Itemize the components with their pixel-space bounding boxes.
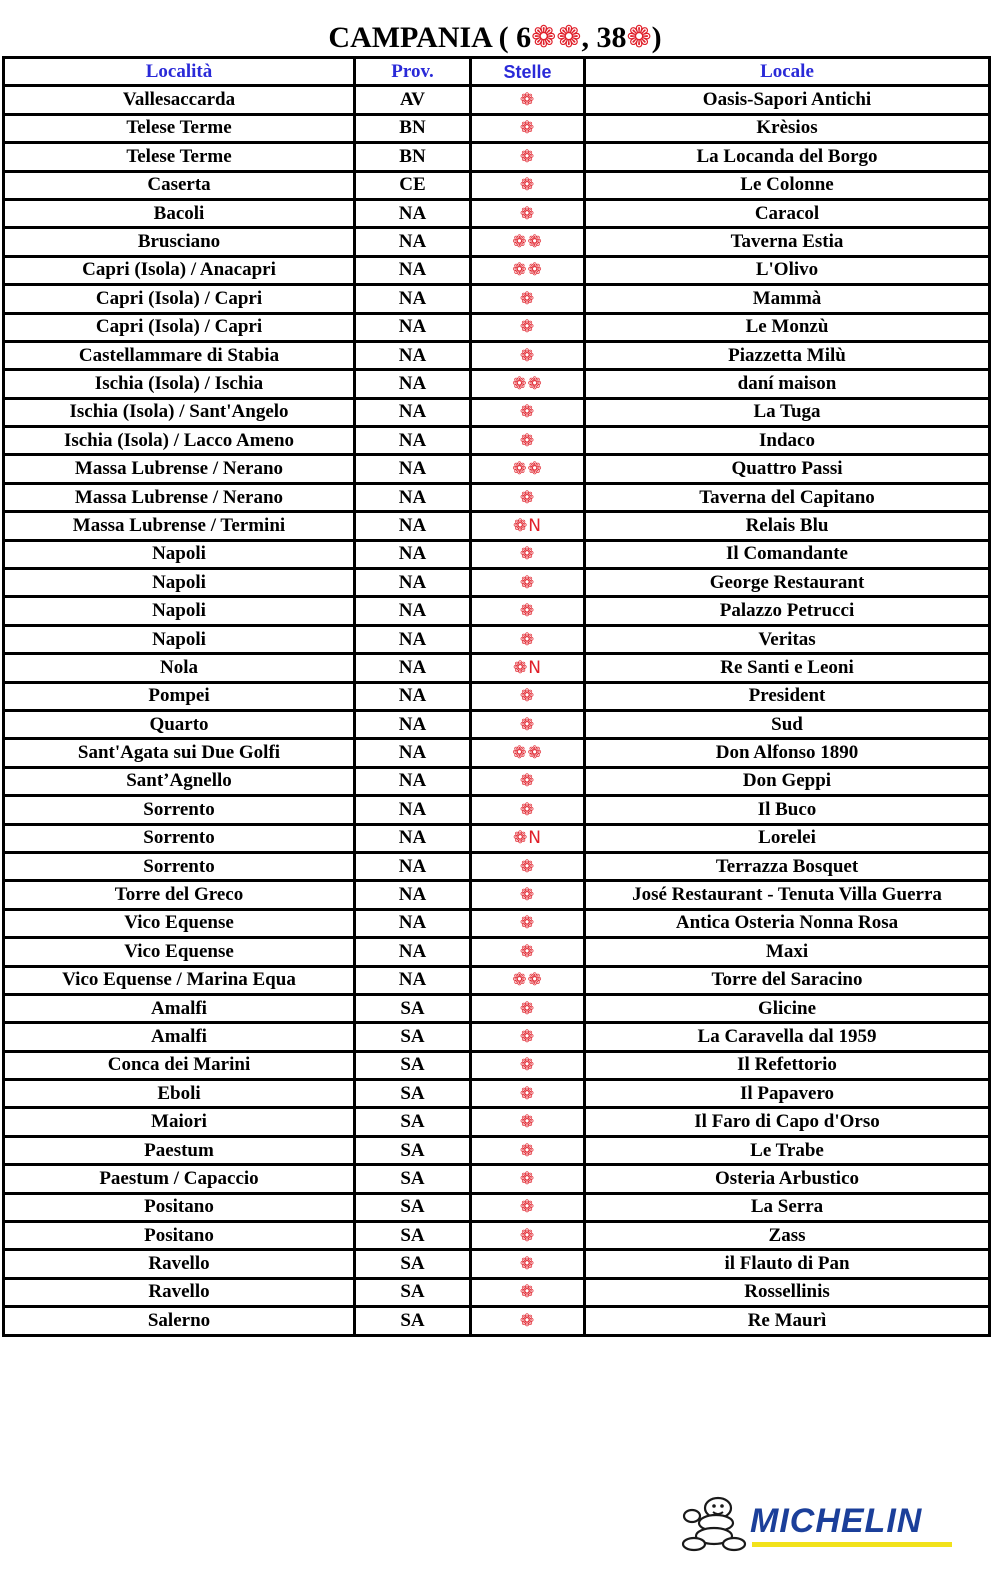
michelin-star-icon: ❁: [519, 146, 536, 167]
table-row: [4, 881, 990, 909]
cell-prov: NA: [355, 767, 471, 795]
cell-prov: SA: [355, 1080, 471, 1108]
cell-localita: Ischia (Isola) / Ischia: [4, 370, 355, 398]
cell-prov: NA: [355, 966, 471, 994]
michelin-star-icon: ❁: [519, 885, 536, 906]
cell-stelle: [471, 938, 585, 966]
michelin-star-icon: ❁: [519, 487, 536, 508]
table-row: [4, 1051, 990, 1079]
michelin-star-icon: ❁: [519, 1282, 536, 1303]
cell-stelle: [471, 1250, 585, 1278]
cell-locale: La Tuga: [585, 398, 990, 426]
cell-prov: NA: [355, 398, 471, 426]
cell-stelle: [471, 682, 585, 710]
table-row: [4, 540, 990, 568]
cell-locale: Quattro Passi: [585, 455, 990, 483]
cell-prov: SA: [355, 1051, 471, 1079]
cell-stelle: [471, 597, 585, 625]
michelin-star-icon: ❁: [626, 21, 652, 54]
michelin-star-icon: ❁: [519, 1026, 536, 1047]
table-row: [4, 739, 990, 767]
cell-locale: La Locanda del Borgo: [585, 143, 990, 171]
cell-localita: Sorrento: [4, 796, 355, 824]
michelin-star-icon: ❁: [519, 913, 536, 934]
cell-stelle: [471, 739, 585, 767]
cell-stelle: [471, 285, 585, 313]
table-row: [4, 398, 990, 426]
table-row: [4, 1080, 990, 1108]
cell-prov: NA: [355, 597, 471, 625]
cell-stelle: [471, 796, 585, 824]
cell-localita: Amalfi: [4, 1023, 355, 1051]
michelin-star-icon: ❁: [519, 941, 536, 962]
michelin-star-icon: ❁❁: [512, 459, 543, 480]
cell-stelle: [471, 1051, 585, 1079]
cell-locale: Taverna del Capitano: [585, 483, 990, 511]
cell-stelle: [471, 852, 585, 880]
table-row: [4, 994, 990, 1022]
cell-locale: Torre del Saracino: [585, 966, 990, 994]
cell-stelle: [471, 256, 585, 284]
cell-localita: Sant'Agata sui Due Golfi: [4, 739, 355, 767]
cell-locale: Re Maurì: [585, 1307, 990, 1335]
cell-stelle: [471, 1080, 585, 1108]
title-count-one-star: 38: [596, 21, 627, 54]
michelin-star-icon: ❁: [519, 288, 536, 309]
cell-prov: NA: [355, 256, 471, 284]
cell-localita: Nola: [4, 654, 355, 682]
cell-stelle: [471, 114, 585, 142]
cell-prov: NA: [355, 654, 471, 682]
cell-prov: SA: [355, 1193, 471, 1221]
michelin-star-icon: ❁: [519, 1310, 536, 1331]
cell-localita: Massa Lubrense / Nerano: [4, 483, 355, 511]
table-row: [4, 341, 990, 369]
cell-prov: NA: [355, 341, 471, 369]
michelin-star-icon: ❁❁: [512, 232, 543, 253]
cell-localita: Ravello: [4, 1278, 355, 1306]
michelin-star-icon: ❁: [519, 1083, 536, 1104]
title-region: CAMPANIA: [328, 21, 492, 54]
cell-prov: NA: [355, 455, 471, 483]
cell-locale: Piazzetta Milù: [585, 341, 990, 369]
cell-localita: Positano: [4, 1193, 355, 1221]
michelin-star-icon: ❁: [519, 1112, 536, 1133]
cell-localita: Maiori: [4, 1108, 355, 1136]
table-row: [4, 455, 990, 483]
cell-prov: SA: [355, 1108, 471, 1136]
cell-prov: NA: [355, 540, 471, 568]
cell-localita: Sorrento: [4, 824, 355, 852]
table-row: [4, 654, 990, 682]
cell-stelle: [471, 710, 585, 738]
cell-stelle: [471, 1023, 585, 1051]
michelin-star-icon: ❁: [513, 515, 529, 536]
table-row: [4, 256, 990, 284]
table-row: [4, 824, 990, 852]
logo-underline: [752, 1542, 952, 1547]
table-row: [4, 313, 990, 341]
cell-stelle: [471, 455, 585, 483]
cell-prov: NA: [355, 909, 471, 937]
cell-prov: SA: [355, 994, 471, 1022]
michelin-star-icon: ❁❁: [512, 743, 543, 764]
cell-locale: il Flauto di Pan: [585, 1250, 990, 1278]
cell-stelle: [471, 881, 585, 909]
michelin-star-icon: ❁❁: [512, 970, 543, 991]
cell-locale: Il Faro di Capo d'Orso: [585, 1108, 990, 1136]
cell-locale: Zass: [585, 1222, 990, 1250]
table-row: [4, 228, 990, 256]
michelin-star-icon: ❁: [519, 203, 536, 224]
cell-localita: Conca dei Marini: [4, 1051, 355, 1079]
cell-locale: Glicine: [585, 994, 990, 1022]
cell-locale: Il Comandante: [585, 540, 990, 568]
table-row: [4, 909, 990, 937]
michelin-star-icon: ❁: [519, 1197, 536, 1218]
cell-locale: Maxi: [585, 938, 990, 966]
cell-locale: Taverna Estia: [585, 228, 990, 256]
michelin-star-icon: ❁: [519, 771, 536, 792]
table-row: [4, 625, 990, 653]
cell-prov: AV: [355, 86, 471, 114]
cell-locale: Lorelei: [585, 824, 990, 852]
table-row: [4, 1278, 990, 1306]
cell-stelle: [471, 966, 585, 994]
cell-localita: Napoli: [4, 597, 355, 625]
new-badge: N: [528, 657, 542, 678]
cell-prov: NA: [355, 228, 471, 256]
cell-locale: Re Santi e Leoni: [585, 654, 990, 682]
cell-locale: La Caravella dal 1959: [585, 1023, 990, 1051]
cell-stelle: [471, 909, 585, 937]
cell-locale: Relais Blu: [585, 512, 990, 540]
cell-locale: Le Colonne: [585, 171, 990, 199]
cell-locale: Antica Osteria Nonna Rosa: [585, 909, 990, 937]
cell-localita: Massa Lubrense / Termini: [4, 512, 355, 540]
cell-prov: SA: [355, 1222, 471, 1250]
cell-locale: George Restaurant: [585, 569, 990, 597]
cell-prov: SA: [355, 1136, 471, 1164]
table-row: [4, 370, 990, 398]
cell-prov: SA: [355, 1278, 471, 1306]
michelin-star-icon: ❁: [513, 657, 529, 678]
table-row: [4, 427, 990, 455]
table-header-row: [4, 58, 990, 86]
cell-locale: Mammà: [585, 285, 990, 313]
page-title: [0, 18, 990, 58]
michelin-star-icon: ❁: [519, 402, 536, 423]
cell-localita: Paestum / Capaccio: [4, 1165, 355, 1193]
cell-localita: Eboli: [4, 1080, 355, 1108]
table-row: [4, 512, 990, 540]
michelin-star-icon: ❁: [519, 118, 536, 139]
michelin-star-icon: ❁: [519, 430, 536, 451]
cell-locale: Il Papavero: [585, 1080, 990, 1108]
cell-localita: Vico Equense: [4, 909, 355, 937]
cell-localita: Capri (Isola) / Anacapri: [4, 256, 355, 284]
cell-localita: Ischia (Isola) / Sant'Angelo: [4, 398, 355, 426]
cell-stelle: [471, 1165, 585, 1193]
michelin-logo: [680, 1494, 970, 1554]
cell-locale: Indaco: [585, 427, 990, 455]
cell-prov: NA: [355, 796, 471, 824]
table-row: [4, 597, 990, 625]
cell-prov: NA: [355, 285, 471, 313]
cell-prov: NA: [355, 483, 471, 511]
header-prov: Prov.: [355, 58, 471, 86]
title-open: (: [491, 21, 517, 54]
michelin-star-icon: ❁: [519, 1225, 536, 1246]
header-locale: Locale: [585, 58, 990, 86]
cell-stelle: [471, 199, 585, 227]
cell-locale: Le Trabe: [585, 1136, 990, 1164]
michelin-star-icon: ❁: [519, 90, 536, 111]
cell-locale: Palazzo Petrucci: [585, 597, 990, 625]
cell-stelle: [471, 1108, 585, 1136]
cell-stelle: [471, 228, 585, 256]
cell-locale: Krèsios: [585, 114, 990, 142]
cell-prov: CE: [355, 171, 471, 199]
cell-locale: Caracol: [585, 199, 990, 227]
cell-stelle: [471, 512, 585, 540]
new-badge: N: [528, 828, 542, 849]
cell-stelle: [471, 370, 585, 398]
cell-locale: Oasis-Sapori Antichi: [585, 86, 990, 114]
table-row: [4, 796, 990, 824]
cell-stelle: [471, 569, 585, 597]
cell-prov: SA: [355, 1307, 471, 1335]
cell-localita: Telese Terme: [4, 114, 355, 142]
cell-stelle: [471, 313, 585, 341]
cell-stelle: [471, 1222, 585, 1250]
cell-localita: Pompei: [4, 682, 355, 710]
cell-localita: Brusciano: [4, 228, 355, 256]
table-row: [4, 199, 990, 227]
michelin-star-icon: ❁: [519, 799, 536, 820]
cell-localita: Massa Lubrense / Nerano: [4, 455, 355, 483]
cell-prov: BN: [355, 114, 471, 142]
cell-localita: Salerno: [4, 1307, 355, 1335]
table-row: [4, 1222, 990, 1250]
table-row: [4, 710, 990, 738]
cell-locale: Rossellinis: [585, 1278, 990, 1306]
michelin-star-icon: ❁: [519, 601, 536, 622]
cell-localita: Sorrento: [4, 852, 355, 880]
cell-prov: NA: [355, 739, 471, 767]
michelin-star-icon: ❁: [519, 175, 536, 196]
cell-localita: Ravello: [4, 1250, 355, 1278]
cell-locale: Terrazza Bosquet: [585, 852, 990, 880]
michelin-star-icon: ❁: [519, 714, 536, 735]
cell-localita: Castellammare di Stabia: [4, 341, 355, 369]
cell-locale: President: [585, 682, 990, 710]
michelin-star-icon: ❁: [519, 544, 536, 565]
table-body: [4, 86, 990, 1335]
cell-stelle: [471, 767, 585, 795]
cell-stelle: [471, 143, 585, 171]
cell-locale: L'Olivo: [585, 256, 990, 284]
michelin-star-icon: ❁: [519, 856, 536, 877]
cell-stelle: [471, 483, 585, 511]
cell-prov: BN: [355, 143, 471, 171]
cell-localita: Napoli: [4, 540, 355, 568]
title-count-two-stars: 6: [516, 21, 532, 54]
cell-stelle: [471, 1278, 585, 1306]
cell-prov: NA: [355, 682, 471, 710]
cell-stelle: [471, 171, 585, 199]
cell-localita: Caserta: [4, 171, 355, 199]
cell-localita: Napoli: [4, 569, 355, 597]
michelin-star-icon: ❁: [519, 998, 536, 1019]
cell-localita: Vico Equense / Marina Equa: [4, 966, 355, 994]
table-row: [4, 1193, 990, 1221]
cell-localita: Torre del Greco: [4, 881, 355, 909]
table-row: [4, 483, 990, 511]
cell-stelle: [471, 654, 585, 682]
michelin-star-icon: ❁❁: [512, 260, 543, 281]
table-row: [4, 114, 990, 142]
michelin-star-icon: ❁❁: [531, 21, 582, 54]
michelin-star-icon: ❁: [519, 1254, 536, 1275]
cell-localita: Amalfi: [4, 994, 355, 1022]
cell-prov: NA: [355, 313, 471, 341]
new-badge: N: [528, 515, 542, 536]
table-row: [4, 1136, 990, 1164]
michelin-man-icon: [680, 1494, 750, 1552]
table-row: [4, 682, 990, 710]
michelin-star-icon: ❁: [519, 1140, 536, 1161]
cell-prov: SA: [355, 1165, 471, 1193]
cell-localita: Ischia (Isola) / Lacco Ameno: [4, 427, 355, 455]
cell-stelle: [471, 341, 585, 369]
michelin-star-icon: ❁: [519, 1055, 536, 1076]
cell-stelle: [471, 1193, 585, 1221]
cell-prov: NA: [355, 710, 471, 738]
cell-localita: Napoli: [4, 625, 355, 653]
table-row: [4, 143, 990, 171]
cell-locale: Don Alfonso 1890: [585, 739, 990, 767]
cell-stelle: [471, 625, 585, 653]
cell-stelle: [471, 824, 585, 852]
cell-stelle: [471, 994, 585, 1022]
header-localita: Località: [4, 58, 355, 86]
cell-localita: Sant’Agnello: [4, 767, 355, 795]
cell-stelle: [471, 427, 585, 455]
cell-localita: Vico Equense: [4, 938, 355, 966]
cell-prov: NA: [355, 938, 471, 966]
header-stelle: Stelle: [471, 58, 585, 86]
table-row: [4, 285, 990, 313]
cell-locale: José Restaurant - Tenuta Villa Guerra: [585, 881, 990, 909]
michelin-star-icon: ❁: [519, 686, 536, 707]
cell-prov: NA: [355, 199, 471, 227]
cell-stelle: [471, 398, 585, 426]
cell-prov: NA: [355, 427, 471, 455]
table-row: [4, 86, 990, 114]
cell-prov: SA: [355, 1250, 471, 1278]
cell-locale: daní maison: [585, 370, 990, 398]
cell-locale: Sud: [585, 710, 990, 738]
cell-prov: NA: [355, 824, 471, 852]
cell-prov: NA: [355, 625, 471, 653]
cell-stelle: [471, 1307, 585, 1335]
table-row: [4, 171, 990, 199]
michelin-star-icon: ❁: [519, 1168, 536, 1189]
michelin-star-icon: ❁: [513, 828, 529, 849]
cell-prov: NA: [355, 852, 471, 880]
cell-locale: Il Refettorio: [585, 1051, 990, 1079]
table-row: [4, 1250, 990, 1278]
michelin-star-icon: ❁: [519, 317, 536, 338]
table-row: [4, 966, 990, 994]
cell-localita: Paestum: [4, 1136, 355, 1164]
cell-locale: Don Geppi: [585, 767, 990, 795]
michelin-star-icon: ❁: [519, 629, 536, 650]
cell-prov: NA: [355, 569, 471, 597]
michelin-star-icon: ❁: [519, 572, 536, 593]
table-row: [4, 767, 990, 795]
cell-stelle: [471, 540, 585, 568]
table-row: [4, 1023, 990, 1051]
cell-stelle: [471, 1136, 585, 1164]
cell-prov: NA: [355, 512, 471, 540]
cell-localita: Capri (Isola) / Capri: [4, 285, 355, 313]
table-row: [4, 1108, 990, 1136]
cell-locale: Le Monzù: [585, 313, 990, 341]
cell-locale: Osteria Arbustico: [585, 1165, 990, 1193]
cell-prov: SA: [355, 1023, 471, 1051]
title-separator: ,: [581, 21, 597, 54]
cell-localita: Quarto: [4, 710, 355, 738]
cell-localita: Capri (Isola) / Capri: [4, 313, 355, 341]
table-row: [4, 1307, 990, 1335]
cell-localita: Bacoli: [4, 199, 355, 227]
cell-locale: Veritas: [585, 625, 990, 653]
cell-locale: Il Buco: [585, 796, 990, 824]
table-row: [4, 1165, 990, 1193]
cell-locale: La Serra: [585, 1193, 990, 1221]
restaurant-table: [2, 56, 991, 1337]
table-row: [4, 569, 990, 597]
cell-stelle: [471, 86, 585, 114]
michelin-wordmark: MICHELIN: [750, 1502, 923, 1540]
cell-prov: NA: [355, 881, 471, 909]
table-row: [4, 852, 990, 880]
cell-prov: NA: [355, 370, 471, 398]
cell-localita: Telese Terme: [4, 143, 355, 171]
cell-localita: Positano: [4, 1222, 355, 1250]
title-close: ): [651, 21, 662, 54]
table-row: [4, 938, 990, 966]
cell-localita: Vallesaccarda: [4, 86, 355, 114]
michelin-star-icon: ❁❁: [512, 373, 543, 394]
michelin-star-icon: ❁: [519, 345, 536, 366]
